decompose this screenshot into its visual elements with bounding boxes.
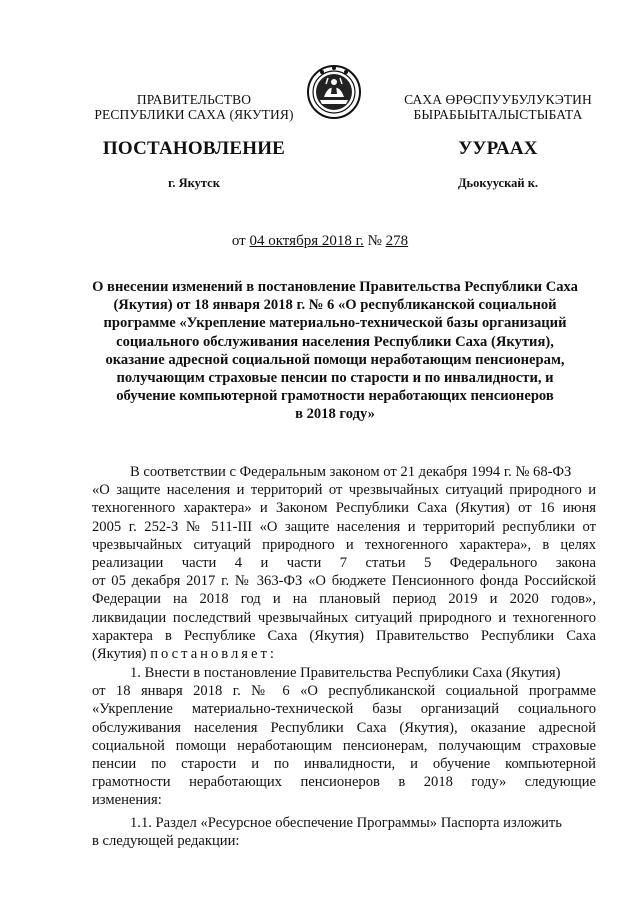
body-line: техногенного характера» и Законом Республики Саха (Якутия) от 16 июня	[92, 500, 596, 517]
body-line: обслуживания населения Республики Саха (Якутия), оказание адресной	[92, 719, 596, 736]
org-name-ru-line2: РЕСПУБЛИКИ САХА (ЯКУТИЯ)	[94, 107, 294, 122]
paragraph-preamble	[92, 463, 596, 663]
body-line: грамотности неработающих пенсионеров в 2018 году» следующие	[92, 774, 596, 791]
title-line: (Якутия) от 18 января 2018 г. № 6 «О республиканской социальной	[113, 297, 557, 314]
number-sign: №	[363, 233, 386, 249]
city-ru: г. Якутск	[168, 176, 220, 190]
document-title	[84, 278, 586, 424]
body-line: 1. Внести в постановление Правительства Республики Саха (Якутия)	[130, 665, 561, 681]
org-name-sakha-line2: БЫРАБЫЫТАЛЫСТЫБАТА	[413, 107, 583, 122]
body-line: Федерации на 2018 год и на плановый период 2019 и 2020 годов»,	[92, 591, 596, 608]
title-line: социального обслуживания населения Республики Саха (Якутия),	[116, 333, 554, 350]
body-line: ликвидации последствий чрезвычайных ситуаций природного и техногенного	[92, 609, 596, 626]
body-line: социальной помощи неработающим пенсионерам, получающим страховые	[92, 737, 596, 754]
title-line: программе «Укрепление материально-технической базы организаций	[103, 315, 567, 332]
body-line	[92, 645, 596, 663]
body-line: «О защите населения и территорий от чрезвычайных ситуаций природного и	[92, 482, 596, 499]
org-name-sakha-line1: САХА ӨРӨСПУУБУЛУКЭТИН	[404, 92, 592, 107]
paragraph-item-1	[92, 664, 596, 810]
coat-of-arms-icon	[306, 64, 362, 120]
doc-type-sakha: УУРААХ	[458, 138, 538, 159]
date-prefix: от	[231, 233, 250, 249]
doc-type-ru: ПОСТАНОВЛЕНИЕ	[102, 138, 286, 159]
document-number: 278	[385, 233, 409, 249]
body-line: 1.1. Раздел «Ресурсное обеспечение Программы» Паспорта изложить	[130, 815, 562, 831]
document-date: 04 октября 2018 г.	[249, 233, 364, 249]
body-line: от 05 декабря 2017 г. № 363-ФЗ «О бюджете Пенсионного фонда Российской	[92, 573, 596, 590]
title-line: обучение компьютерной грамотности неработающих пенсионеров	[116, 388, 554, 405]
body-line: в следующей редакции:	[92, 833, 240, 850]
city-sakha: Дьокуускай к.	[457, 176, 539, 190]
document-dateline	[0, 233, 640, 250]
body-line: «Укрепление материально-технической базы организаций социального	[92, 701, 596, 718]
title-line: в 2018 году»	[295, 406, 375, 423]
body-text: (Якутия)	[92, 646, 151, 663]
paragraph-item-1-1	[92, 814, 596, 850]
body-line: от 18 января 2018 г. № 6 «О республиканской социальной программе	[92, 683, 596, 700]
body-line: В соответствии с Федеральным законом от 21 декабря 1994 г. № 68-ФЗ	[130, 464, 572, 480]
body-line: чрезвычайных ситуаций природного и техногенного характера», в целях	[92, 536, 596, 553]
title-line: получающим страховые пенсии по старости и по инвалидности, и	[116, 370, 554, 387]
body-line: пенсии по старости и по инвалидности, и обучение компьютерной	[92, 756, 596, 773]
title-line: оказание адресной социальной помощи неработающим пенсионерам,	[105, 351, 565, 368]
title-line: О внесении изменений в постановление Правительства Республики Саха	[92, 279, 578, 295]
body-line: характера в Республике Саха (Якутия) Правительство Республики Саха	[92, 627, 596, 644]
org-name-ru-line1: ПРАВИТЕЛЬСТВО	[136, 92, 252, 107]
body-line: 2005 г. 252-З № 511-III «О защите населения и территорий республики от	[92, 518, 596, 535]
enacting-word: постановляет:	[150, 646, 277, 663]
body-line: реализации части 4 и части 7 статьи 5 Федерального закона	[92, 555, 596, 572]
body-line: изменения:	[92, 792, 162, 809]
